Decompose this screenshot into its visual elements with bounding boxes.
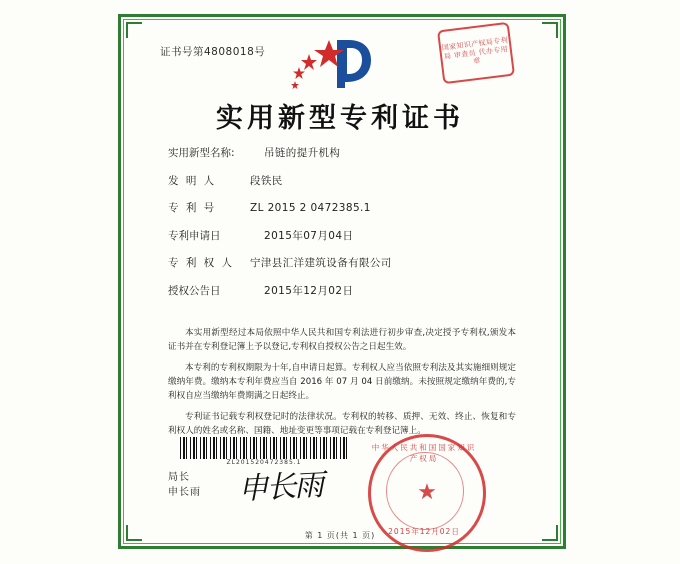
barcode-number: ZL201520472385.1 bbox=[226, 459, 302, 466]
field-row bbox=[168, 146, 508, 161]
patent-emblem-icon bbox=[285, 34, 391, 90]
signature-title bbox=[168, 470, 201, 500]
field-label-inventor: 发 明 人 bbox=[168, 174, 217, 187]
signature-title-line1: 局长 bbox=[168, 472, 190, 483]
field-label-utility-model-name: 实用新型名称: bbox=[168, 147, 235, 159]
field-value-grant-date: 2015年12月02日 bbox=[264, 284, 354, 297]
field-row bbox=[168, 174, 508, 189]
seal-top-text: 中华人民共和国国家知识产权局 bbox=[371, 443, 477, 463]
signature-handwriting: 申长雨 bbox=[237, 467, 324, 508]
field-label-grant-date: 授权公告日 bbox=[168, 284, 221, 297]
seal-bottom-text: 2015年12月02日 bbox=[388, 527, 460, 536]
paragraph-1: 本实用新型经过本局依照中华人民共和国专利法进行初步审查,决定授予专利权,颁发本证书并在专利登记簿上予以登记,专利权自授权公告之日起生效。 bbox=[168, 328, 516, 352]
seal-star-icon: ★ bbox=[417, 480, 437, 505]
field-label-patentee: 专 利 权 人 bbox=[168, 257, 235, 269]
border-corner-top-right bbox=[542, 22, 558, 38]
field-value-patentee: 宁津县汇洋建筑设备有限公司 bbox=[250, 257, 392, 269]
paragraph-2: 本专利的专利权期限为十年,自申请日起算。专利权人应当依照专利法及其实施细则规定缴纳年费。缴纳本专利年费应当自 2016 年 07 月 04 日前缴纳。未按照规定缴纳年费的,专利权自应当缴纳年费期满之日起终止。 bbox=[168, 363, 516, 401]
field-row bbox=[168, 229, 508, 244]
field-row bbox=[168, 201, 508, 216]
field-row bbox=[168, 256, 508, 271]
barcode bbox=[180, 437, 348, 459]
approval-seal-top-right bbox=[437, 22, 515, 84]
certificate-number: 证书号第4808018号 bbox=[160, 46, 266, 58]
certificate-fields bbox=[168, 146, 508, 311]
field-label-patent-number: 专 利 号 bbox=[168, 202, 217, 214]
approval-seal-text: 国家知识产权局专利局 审查员 代办专用章 bbox=[441, 35, 509, 66]
field-value-patent-number: ZL 2015 2 0472385.1 bbox=[250, 202, 371, 214]
field-row bbox=[168, 284, 508, 299]
page-title: 实用新型专利证书 bbox=[216, 103, 464, 134]
field-value-inventor: 段铁民 bbox=[250, 174, 283, 187]
border-corner-top-left bbox=[126, 22, 142, 38]
paragraph-3: 专利证书记载专利权登记时的法律状况。专利权的转移、质押、无效、终止、恢复和专利权人的姓名或名称、国籍、地址变更等事项记载在专利登记簿上。 bbox=[168, 412, 516, 436]
certificate-body-text bbox=[168, 326, 516, 445]
page-footer: 第 1 页(共 1 页) bbox=[304, 531, 376, 540]
field-label-application-date: 专利申请日 bbox=[168, 229, 221, 242]
field-value-utility-model-name: 吊链的提升机构 bbox=[264, 147, 341, 159]
field-value-application-date: 2015年07月04日 bbox=[264, 229, 354, 242]
signature-title-line2: 申长雨 bbox=[168, 487, 201, 498]
